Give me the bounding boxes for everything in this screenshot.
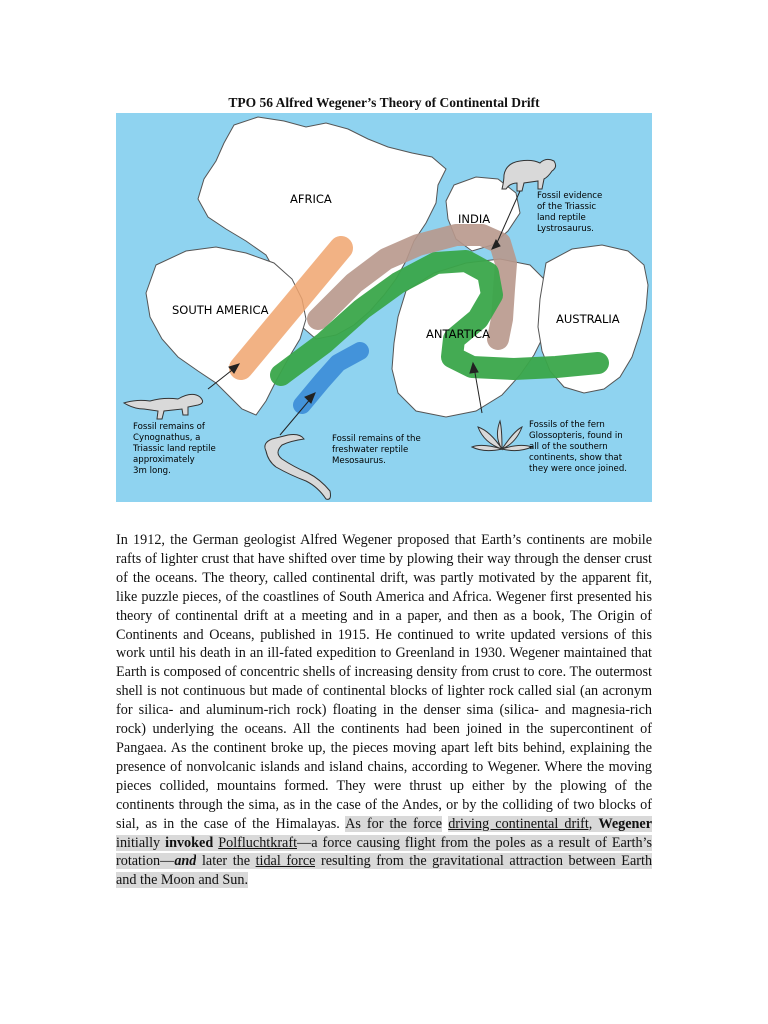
highlight-force-description: —a force causing flight from the poles as a result of Earth’s rotation—	[116, 834, 653, 870]
caption-glossopteris-line: Glossopteris, found in	[529, 431, 623, 441]
caption-cynognathus-line: Cynognathus, a	[133, 433, 201, 443]
label-antarctica: ANTARTICA	[426, 327, 490, 341]
caption-glossopteris-line: all of the southern	[529, 442, 608, 452]
caption-lystrosaurus-line: land reptile	[537, 213, 586, 223]
caption-mesosaurus-line: Mesosaurus.	[332, 456, 386, 466]
caption-glossopteris-line: Fossils of the fern	[529, 420, 605, 430]
caption-glossopteris-line: they were once joined.	[529, 464, 628, 474]
paragraph-main-text: In 1912, the German geologist Alfred Wegener proposed that Earth’s continents are mobile rafts of lighter crust that have shifted over time by plowing their way through the denser crust of the oceans. The theory, called continental drift, was partly motivated by the apparent fit, like puzzle pieces, of the coastlines of South America and Africa. Wegener first presented his theory of continental drift at a meeting and in a paper, and then as a book, The Origin of Continents and Oceans, published in 1915. He continued to write updated versions of this work until his death in an ill-fated expedition to Greenland in 1930. Wegener maintained that Earth is composed of concentric shells of increasing density from crust to core. The outermost shell is not continuous but made of continental blocks of lighter rock called sial (an acronym for silica- and aluminum-rich rock) floating in the denser sima (silica- and magnesia-rich rock) underlying the oceans. All the continents had been joined in the supercontinent of Pangaea. As the continent broke up, the pieces moving apart left bits behind, explaining the presence of nonvolcanic islands and island chains, according to Wegener. Where the moving pieces collided, mountains formed. They were thrust up either by the plowing of the continents through the sima, as in the case of the Andes, or by the colliding of two blocks of sial, as in the case of the Himalayas.	[116, 532, 652, 832]
highlight-polfluchtkraft: Polfluchtkraft	[218, 834, 298, 851]
caption-cynognathus-line: approximately	[133, 455, 195, 465]
page-title: TPO 56 Alfred Wegener’s Theory of Continental Drift	[228, 95, 540, 110]
highlight-and: and	[174, 853, 197, 870]
gondwana-map-svg	[116, 113, 652, 502]
caption-mesosaurus-line: freshwater reptile	[332, 445, 409, 455]
highlight-driving-drift: driving continental drift,	[448, 815, 593, 832]
highlight-later-the: later the	[201, 853, 251, 870]
caption-lystrosaurus-line: Fossil evidence	[537, 191, 603, 201]
highlight-invoked: invoked	[165, 834, 214, 851]
label-south-america: SOUTH AMERICA	[172, 303, 269, 317]
caption-cynognathus-line: Fossil remains of	[133, 422, 205, 432]
caption-cynognathus-line: 3m long.	[133, 466, 171, 476]
caption-cynognathus-line: Triassic land reptile	[133, 444, 216, 454]
highlight-tidal-force: tidal force	[255, 853, 316, 870]
caption-lystrosaurus-line: of the Triassic	[537, 202, 597, 212]
highlight-initially: initially	[116, 834, 161, 851]
caption-mesosaurus-line: Fossil remains of the	[332, 434, 421, 444]
caption-glossopteris-line: continents, show that	[529, 453, 623, 463]
label-africa: AFRICA	[290, 192, 332, 206]
continental-drift-map	[116, 113, 652, 502]
label-australia: AUSTRALIA	[556, 312, 620, 326]
article-paragraph	[116, 531, 652, 890]
highlight-gravitational-attraction: resulting from the gravitational attraction between Earth and the Moon and Sun.	[116, 853, 653, 889]
highlight-force-phrase: As for the force	[345, 815, 443, 832]
highlight-wegener: Wegener	[598, 815, 653, 832]
caption-lystrosaurus-line: Lystrosaurus.	[537, 224, 594, 234]
label-india: INDIA	[458, 212, 491, 226]
